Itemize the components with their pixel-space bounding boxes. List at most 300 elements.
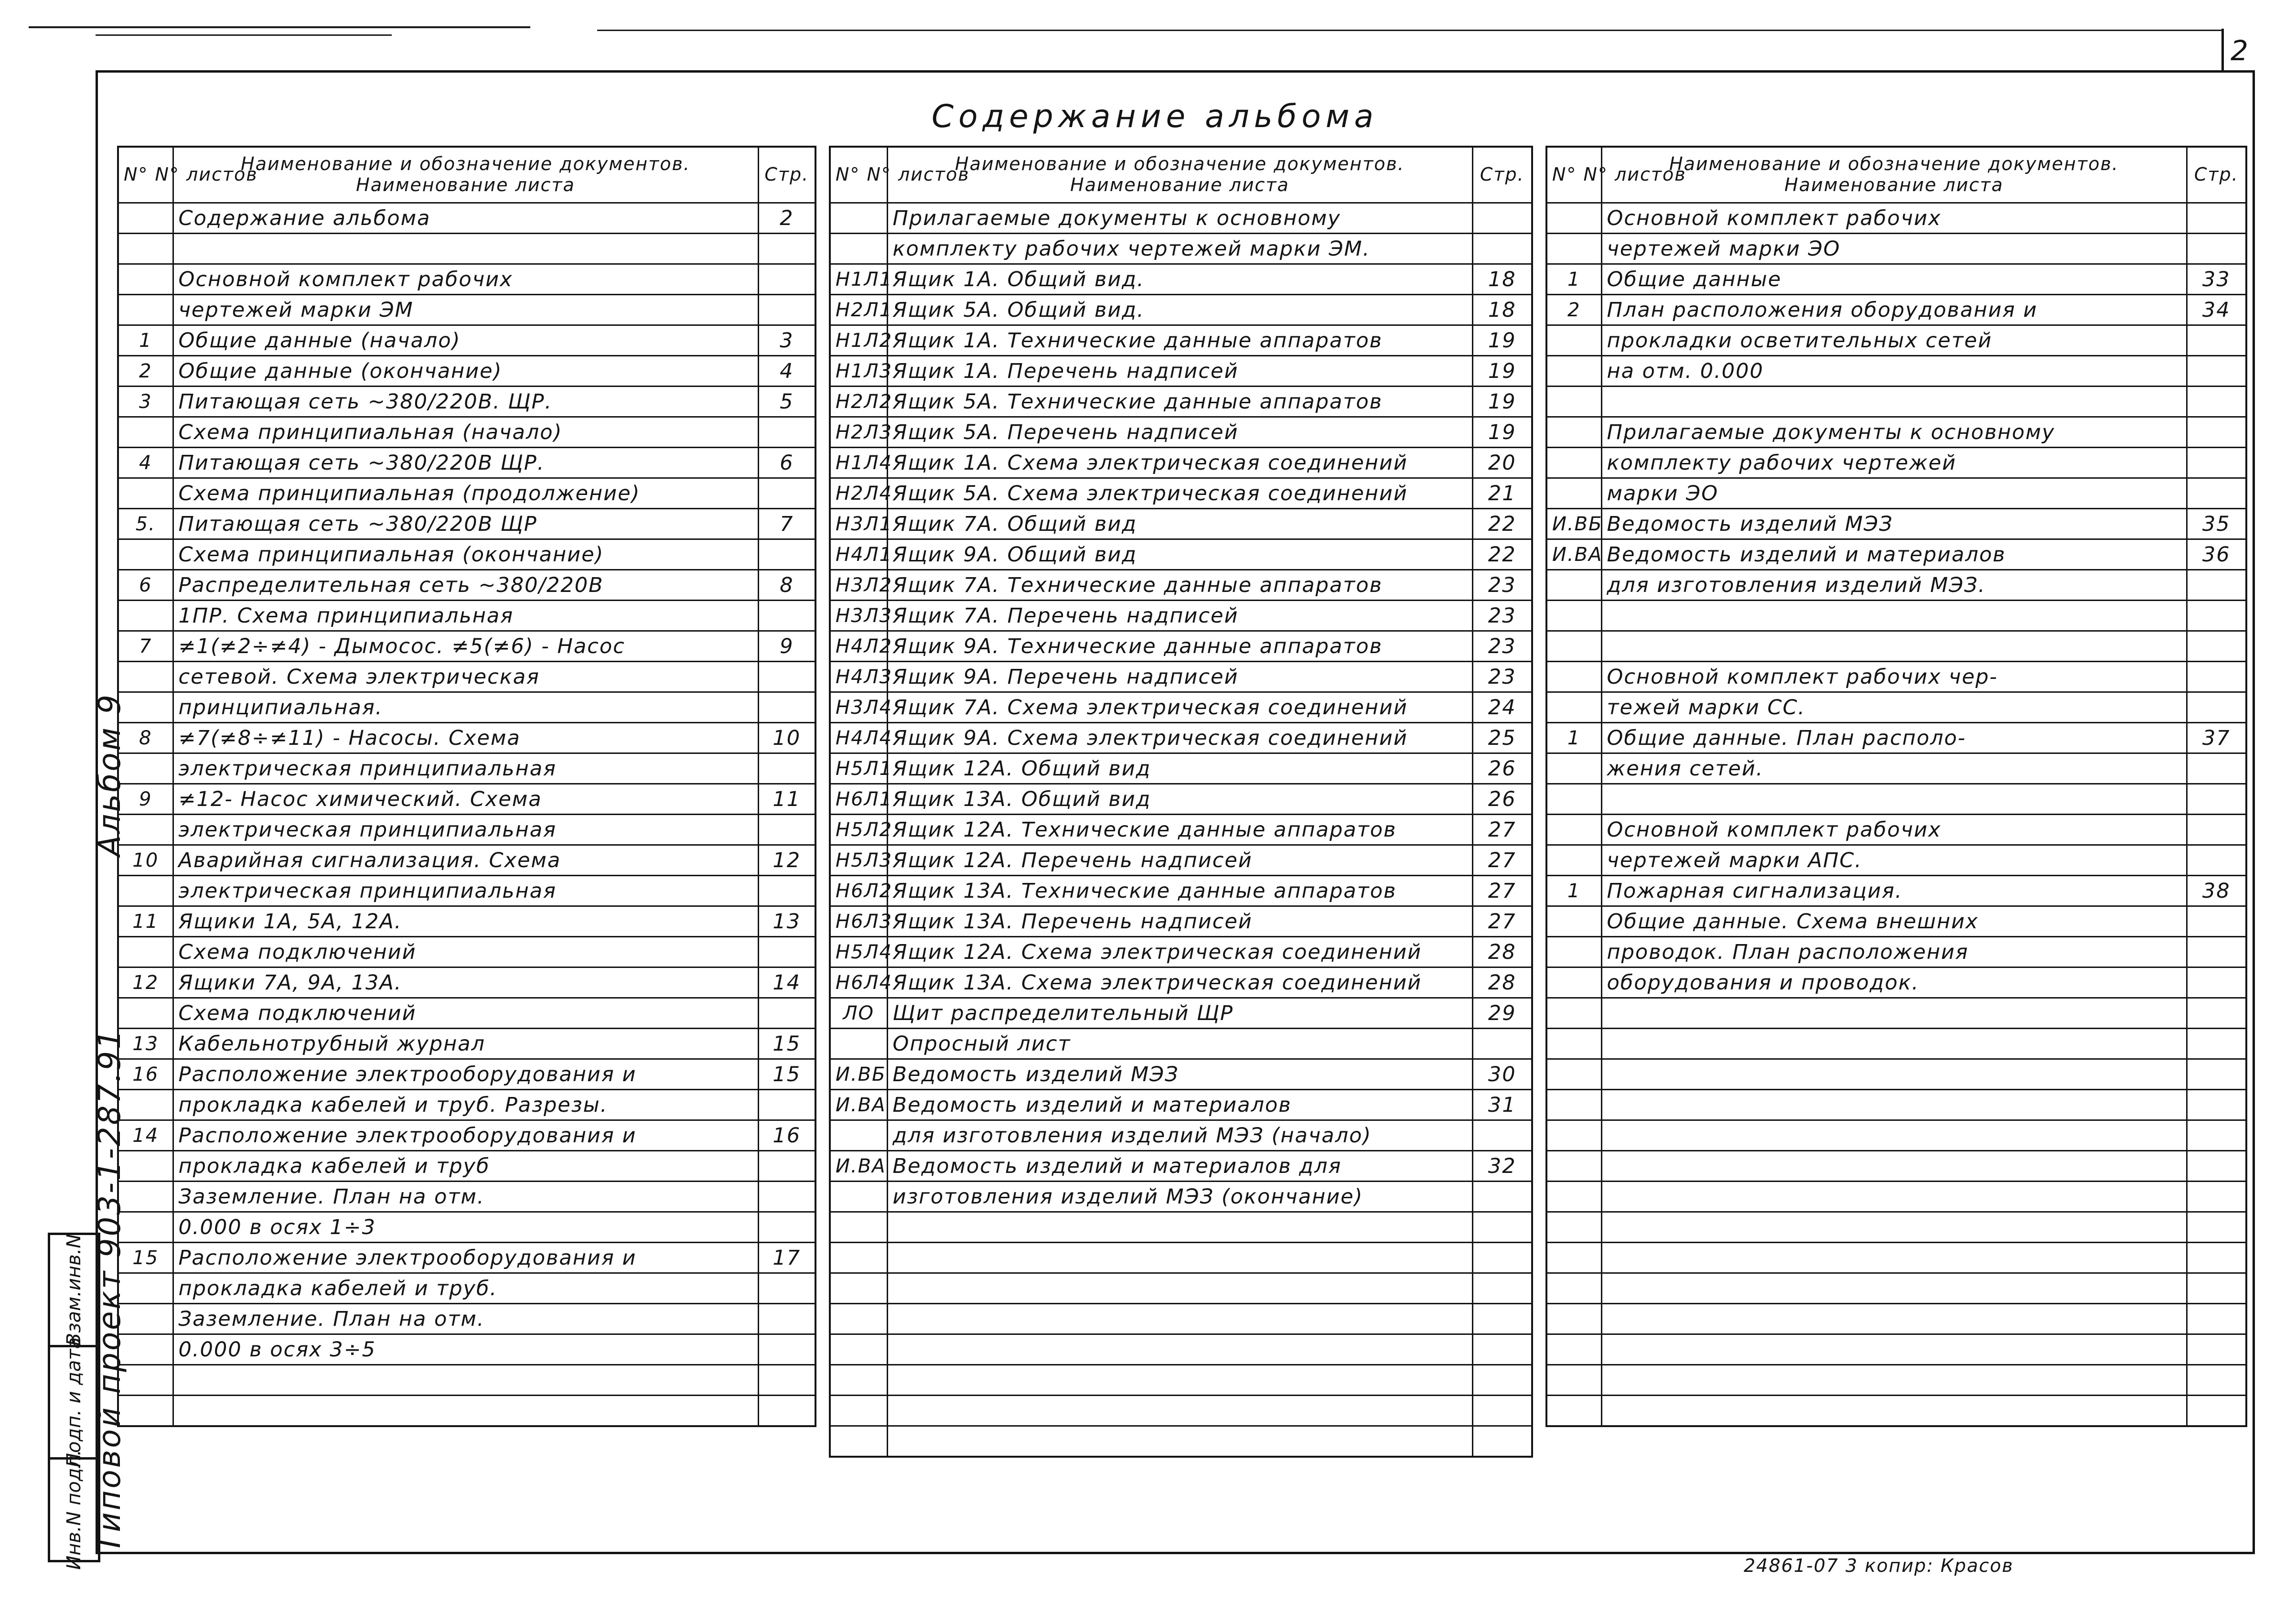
page-cell (1472, 1334, 1532, 1365)
page-cell (2187, 815, 2246, 845)
page-cell (758, 815, 815, 845)
page-cell: 20 (1472, 448, 1532, 478)
page-cell: 15 (758, 1059, 815, 1090)
table-row (118, 784, 815, 815)
page-cell (758, 601, 815, 631)
table-row (1546, 662, 2246, 692)
sheet-number-cell: 1 (118, 325, 173, 356)
header-sheet-number: N° N° листов (830, 147, 887, 203)
sheet-number-cell: Н4Л4 (830, 723, 887, 753)
sheet-number-cell (118, 937, 173, 967)
page-cell (2187, 753, 2246, 784)
table-row (1546, 325, 2246, 356)
document-name-cell: Ящик 12А. Схема электрическая соединений (887, 937, 1472, 967)
document-name-cell: 1ПР. Схема принципиальная (173, 601, 758, 631)
sheet-number-cell (1546, 234, 1601, 264)
table-row (830, 906, 1532, 937)
document-name-cell: Схема принципиальная (продолжение) (173, 478, 758, 509)
page-cell (2187, 784, 2246, 815)
table-row (830, 1273, 1532, 1304)
table-row (118, 295, 815, 325)
sheet-number-cell (1546, 325, 1601, 356)
sheet-number-cell (1546, 845, 1601, 876)
sheet-number-cell (830, 1334, 887, 1365)
document-name-cell: Схема подключений (173, 937, 758, 967)
sheet-number-cell: 6 (118, 570, 173, 601)
table-row (830, 1151, 1532, 1182)
table-row (118, 387, 815, 417)
page-cell (1472, 203, 1532, 234)
sheet-number-cell: И.ВА (830, 1151, 887, 1182)
table-row (118, 845, 815, 876)
page-cell (2187, 1212, 2246, 1243)
page-cell (1472, 1365, 1532, 1396)
table-row (830, 1182, 1532, 1212)
sheet-number-cell: 3 (118, 387, 173, 417)
sheet-number-cell: Н6Л2 (830, 876, 887, 906)
document-name-cell: марки ЭО (1601, 478, 2187, 509)
table-row (118, 815, 815, 845)
page-cell (2187, 1273, 2246, 1304)
sheet-number-cell (118, 876, 173, 906)
page-cell: 27 (1472, 876, 1532, 906)
page-cell (2187, 601, 2246, 631)
table-row (830, 570, 1532, 601)
document-name-cell: Пожарная сигнализация. (1601, 876, 2187, 906)
document-name-cell: Общие данные (1601, 264, 2187, 295)
document-name-cell (173, 234, 758, 264)
sheet-number-cell (830, 1273, 887, 1304)
page-cell (1472, 1396, 1532, 1426)
sheet-number-cell (118, 753, 173, 784)
page-cell: 14 (758, 967, 815, 998)
document-name-cell: 0.000 в осях 3÷5 (173, 1334, 758, 1365)
page-cell: 26 (1472, 784, 1532, 815)
page-cell: 9 (758, 631, 815, 662)
page-cell (1472, 1426, 1532, 1457)
table-row (118, 631, 815, 662)
table-row (1546, 1059, 2246, 1090)
table-row (830, 692, 1532, 723)
table-row (830, 937, 1532, 967)
stamp-label: Инв.N подл. (63, 1450, 85, 1570)
document-name-cell: Общие данные. Схема внешних (1601, 906, 2187, 937)
document-name-cell (1601, 1304, 2187, 1334)
table-row (830, 509, 1532, 539)
table-row (1546, 509, 2246, 539)
document-name-cell: Схема принципиальная (окончание) (173, 539, 758, 570)
page-cell (758, 998, 815, 1029)
page-cell: 27 (1472, 906, 1532, 937)
sheet-number-cell (118, 1334, 173, 1365)
document-name-cell (1601, 601, 2187, 631)
sheet-number-cell (118, 1090, 173, 1120)
sheet-number-cell (830, 1426, 887, 1457)
sheet-number-cell: Н1Л1 (830, 264, 887, 295)
sheet-number-cell (1546, 1182, 1601, 1212)
sheet-number-cell: 1 (1546, 264, 1601, 295)
document-name-cell: Ведомость изделий и материалов (1601, 539, 2187, 570)
document-name-cell: комплекту рабочих чертежей марки ЭМ. (887, 234, 1472, 264)
table-row (830, 601, 1532, 631)
page-cell: 19 (1472, 417, 1532, 448)
page-cell: 8 (758, 570, 815, 601)
sheet-number-cell (118, 1396, 173, 1427)
table-row (830, 1304, 1532, 1334)
table-row (118, 662, 815, 692)
sheet-number-cell: Н1Л4 (830, 448, 887, 478)
sheet-number-cell (1546, 203, 1601, 234)
document-name-cell: Питающая сеть ~380/220В. ЩР. (173, 387, 758, 417)
table-row (1546, 1396, 2246, 1427)
page-cell: 36 (2187, 539, 2246, 570)
page-cell: 24 (1472, 692, 1532, 723)
table-row (118, 1396, 815, 1427)
table-row (1546, 1090, 2246, 1120)
table-row (830, 1029, 1532, 1059)
document-name-cell (887, 1426, 1472, 1457)
table-row (118, 203, 815, 234)
table-row (1546, 815, 2246, 845)
sheet-number-cell: Н4Л3 (830, 662, 887, 692)
table-row (118, 967, 815, 998)
page-cell (758, 1334, 815, 1365)
table-row (118, 1090, 815, 1120)
table-row (118, 692, 815, 723)
page-cell (758, 234, 815, 264)
page-cell (2187, 998, 2246, 1029)
sheet-number-cell: Н4Л1 (830, 539, 887, 570)
page-number: 2 (2221, 29, 2255, 73)
table-header (1546, 147, 2246, 203)
page-cell (2187, 417, 2246, 448)
document-name-cell (1601, 1212, 2187, 1243)
document-name-cell (173, 1365, 758, 1396)
document-name-cell: Питающая сеть ~380/220В ЩР (173, 509, 758, 539)
sheet-number-cell: Н3Л4 (830, 692, 887, 723)
table-row (830, 753, 1532, 784)
page-cell (1472, 1212, 1532, 1243)
header-sheet-number: N° N° листов (118, 147, 173, 203)
sheet-number-cell (830, 1120, 887, 1151)
document-name-cell: чертежей марки ЭМ (173, 295, 758, 325)
page-cell: 19 (1472, 325, 1532, 356)
album-title: Содержание альбома (932, 98, 1378, 135)
sheet-number-cell (118, 295, 173, 325)
table-row (1546, 264, 2246, 295)
table-row (118, 325, 815, 356)
page-cell: 22 (1472, 509, 1532, 539)
table-row (118, 1365, 815, 1396)
table-row (1546, 1151, 2246, 1182)
document-name-cell: Кабельнотрубный журнал (173, 1029, 758, 1059)
page-cell (2187, 845, 2246, 876)
document-name-cell (887, 1334, 1472, 1365)
document-name-cell: сетевой. Схема электрическая (173, 662, 758, 692)
sheet-number-cell (830, 1212, 887, 1243)
document-name-cell: Ящик 5А. Схема электрическая соединений (887, 478, 1472, 509)
sheet-number-cell: Н2Л1 (830, 295, 887, 325)
table-row (1546, 1182, 2246, 1212)
sheet-number-cell (118, 815, 173, 845)
header-page: Стр. (758, 147, 815, 203)
document-name-cell (1601, 1365, 2187, 1396)
table-row (830, 264, 1532, 295)
document-name-cell (1601, 784, 2187, 815)
table-row (830, 387, 1532, 417)
document-name-cell: чертежей марки АПС. (1601, 845, 2187, 876)
table-row (118, 876, 815, 906)
sheet-number-cell: Н1Л3 (830, 356, 887, 387)
page-cell (2187, 967, 2246, 998)
document-name-cell (1601, 1090, 2187, 1120)
page-cell: 32 (1472, 1151, 1532, 1182)
page-cell (758, 1273, 815, 1304)
table-row (830, 631, 1532, 662)
sheet-number-cell (118, 1365, 173, 1396)
document-name-cell: Ящик 1А. Общий вид. (887, 264, 1472, 295)
page-cell (2187, 1396, 2246, 1427)
table-row (118, 264, 815, 295)
table-row (1546, 539, 2246, 570)
document-name-cell: Ящик 1А. Технические данные аппаратов (887, 325, 1472, 356)
page-cell: 13 (758, 906, 815, 937)
sheet-number-cell: 11 (118, 906, 173, 937)
table-row (830, 448, 1532, 478)
document-name-cell: Общие данные (окончание) (173, 356, 758, 387)
page-cell: 28 (1472, 967, 1532, 998)
table-row (830, 1334, 1532, 1365)
sheet-number-cell (118, 1304, 173, 1334)
document-name-cell: Ведомость изделий и материалов для (887, 1151, 1472, 1182)
document-name-cell: ≠12- Насос химический. Схема (173, 784, 758, 815)
document-name-cell: Ящики 7А, 9А, 13А. (173, 967, 758, 998)
sheet-number-cell: 4 (118, 448, 173, 478)
table-row (118, 1182, 815, 1212)
page-cell (758, 295, 815, 325)
sheet-number-cell (1546, 1029, 1601, 1059)
header-name: Наименование и обозначение документов. Наименование листа (1601, 147, 2187, 203)
document-name-cell (1601, 1120, 2187, 1151)
table-row (1546, 998, 2246, 1029)
page-cell (2187, 203, 2246, 234)
document-name-cell: Общие данные (начало) (173, 325, 758, 356)
sheet-number-cell (1546, 784, 1601, 815)
table-row (1546, 631, 2246, 662)
page-cell: 16 (758, 1120, 815, 1151)
table-row (1546, 295, 2246, 325)
sheet-number-cell: 7 (118, 631, 173, 662)
document-name-cell (1601, 998, 2187, 1029)
table-row (1546, 876, 2246, 906)
document-name-cell (1601, 1396, 2187, 1427)
page-cell (758, 1365, 815, 1396)
table-row (1546, 570, 2246, 601)
sheet-number-cell (118, 1182, 173, 1212)
page-cell (2187, 906, 2246, 937)
document-name-cell: принципиальная. (173, 692, 758, 723)
page-cell: 18 (1472, 295, 1532, 325)
sheet-number-cell (118, 692, 173, 723)
sheet-number-cell: 2 (1546, 295, 1601, 325)
page-cell (2187, 1243, 2246, 1273)
document-name-cell: Ящик 7А. Технические данные аппаратов (887, 570, 1472, 601)
page-cell (758, 1090, 815, 1120)
sheet-number-cell: И.ВБ (1546, 509, 1601, 539)
document-name-cell: Ящик 12А. Перечень надписей (887, 845, 1472, 876)
sheet-number-cell (118, 601, 173, 631)
table-row (1546, 1273, 2246, 1304)
document-name-cell: прокладка кабелей и труб (173, 1151, 758, 1182)
page-cell: 28 (1472, 937, 1532, 967)
table-row (1546, 1365, 2246, 1396)
table-row (830, 662, 1532, 692)
document-name-cell: электрическая принципиальная (173, 815, 758, 845)
page-cell: 5 (758, 387, 815, 417)
page-cell: 23 (1472, 662, 1532, 692)
sheet-number-cell (1546, 906, 1601, 937)
document-name-cell: Ящик 7А. Общий вид (887, 509, 1472, 539)
document-name-cell: ≠1(≠2÷≠4) - Дымосос. ≠5(≠6) - Насос (173, 631, 758, 662)
page-cell: 31 (1472, 1090, 1532, 1120)
document-name-cell: жения сетей. (1601, 753, 2187, 784)
sheet-number-cell: Н2Л4 (830, 478, 887, 509)
table-row (830, 1426, 1532, 1457)
top-rule-left (29, 26, 530, 28)
document-name-cell: Ящик 13А. Технические данные аппаратов (887, 876, 1472, 906)
page-cell (2187, 325, 2246, 356)
page-cell (2187, 1090, 2246, 1120)
page-cell: 19 (1472, 356, 1532, 387)
sheet-number-cell (1546, 998, 1601, 1029)
sheet-number-cell (1546, 1059, 1601, 1090)
sheet-number-cell: 16 (118, 1059, 173, 1090)
sheet-number-cell (830, 1304, 887, 1334)
sheet-number-cell: 5. (118, 509, 173, 539)
page-cell (2187, 356, 2246, 387)
document-name-cell: Ящик 12А. Общий вид (887, 753, 1472, 784)
table-row (830, 325, 1532, 356)
sheet-number-cell (1546, 1151, 1601, 1182)
table-header (830, 147, 1532, 203)
page-cell: 23 (1472, 631, 1532, 662)
sheet-number-cell (118, 203, 173, 234)
table-row (1546, 1334, 2246, 1365)
table-row (830, 234, 1532, 264)
document-name-cell: Ящик 9А. Общий вид (887, 539, 1472, 570)
sheet-number-cell (118, 998, 173, 1029)
document-name-cell: чертежей марки ЭО (1601, 234, 2187, 264)
header-page: Стр. (1472, 147, 1532, 203)
document-name-cell: Ящик 9А. Схема электрическая соединений (887, 723, 1472, 753)
document-name-cell: Основной комплект рабочих (173, 264, 758, 295)
sheet-number-cell (118, 264, 173, 295)
table-row (118, 1120, 815, 1151)
sheet-number-cell: 8 (118, 723, 173, 753)
page-cell (758, 1396, 815, 1427)
table-row (1546, 478, 2246, 509)
document-name-cell (887, 1365, 1472, 1396)
page-cell (2187, 387, 2246, 417)
table-row (118, 1059, 815, 1090)
page-cell (2187, 631, 2246, 662)
top-rule-right (597, 30, 2221, 31)
document-name-cell: Ящики 1А, 5А, 12А. (173, 906, 758, 937)
sheet-number-cell: 1 (1546, 723, 1601, 753)
stamp-cell-1 (50, 1235, 98, 1345)
page-cell (1472, 1304, 1532, 1334)
page-cell (1472, 1243, 1532, 1273)
document-name-cell: Ящик 12А. Технические данные аппаратов (887, 815, 1472, 845)
table-row (1546, 203, 2246, 234)
document-name-cell: Ящик 5А. Перечень надписей (887, 417, 1472, 448)
document-name-cell: Прилагаемые документы к основному (1601, 417, 2187, 448)
sheet-number-cell (1546, 1396, 1601, 1427)
document-name-cell: для изготовления изделий МЭЗ. (1601, 570, 2187, 601)
page-cell: 3 (758, 325, 815, 356)
page-cell (1472, 1120, 1532, 1151)
page-cell (758, 662, 815, 692)
sheet-number-cell (1546, 356, 1601, 387)
page-cell (758, 1212, 815, 1243)
side-title-project: Типовой проект 903-1-287.91 (92, 1028, 128, 1553)
page-cell: 15 (758, 1029, 815, 1059)
page-cell (758, 1151, 815, 1182)
table-row (830, 1365, 1532, 1396)
table-row (830, 478, 1532, 509)
document-name-cell (1601, 631, 2187, 662)
contents-table-3 (1545, 146, 2247, 1427)
page-cell: 6 (758, 448, 815, 478)
sheet-number-cell (1546, 753, 1601, 784)
table-row (830, 967, 1532, 998)
table-row (1546, 1304, 2246, 1334)
table-row (118, 417, 815, 448)
document-name-cell: План расположения оборудования и (1601, 295, 2187, 325)
sheet-number-cell (1546, 1120, 1601, 1151)
document-name-cell (1601, 1243, 2187, 1273)
page-cell (758, 692, 815, 723)
document-name-cell: оборудования и проводок. (1601, 967, 2187, 998)
page-cell (758, 539, 815, 570)
document-name-cell: электрическая принципиальная (173, 876, 758, 906)
page-cell: 35 (2187, 509, 2246, 539)
sheet-number-cell (118, 539, 173, 570)
sheet-number-cell (1546, 570, 1601, 601)
page-cell (758, 1304, 815, 1334)
document-name-cell (887, 1273, 1472, 1304)
page-cell (2187, 662, 2246, 692)
table-row (830, 815, 1532, 845)
page-cell: 27 (1472, 815, 1532, 845)
document-name-cell: Прилагаемые документы к основному (887, 203, 1472, 234)
approval-stamp (48, 1233, 100, 1570)
stamp-label: Подп. и дата (63, 1337, 86, 1468)
table-row (1546, 937, 2246, 967)
table-row (1546, 356, 2246, 387)
sheet-number-cell: 15 (118, 1243, 173, 1273)
page-cell (1472, 234, 1532, 264)
page-cell: 30 (1472, 1059, 1532, 1090)
document-name-cell: Ящик 13А. Общий вид (887, 784, 1472, 815)
contents-table-1 (117, 146, 816, 1427)
table-row (830, 1212, 1532, 1243)
stamp-cell-3 (50, 1450, 98, 1570)
document-name-cell: Основной комплект рабочих чер- (1601, 662, 2187, 692)
table-row (830, 295, 1532, 325)
sheet-number-cell (118, 662, 173, 692)
document-name-cell (1601, 1273, 2187, 1304)
